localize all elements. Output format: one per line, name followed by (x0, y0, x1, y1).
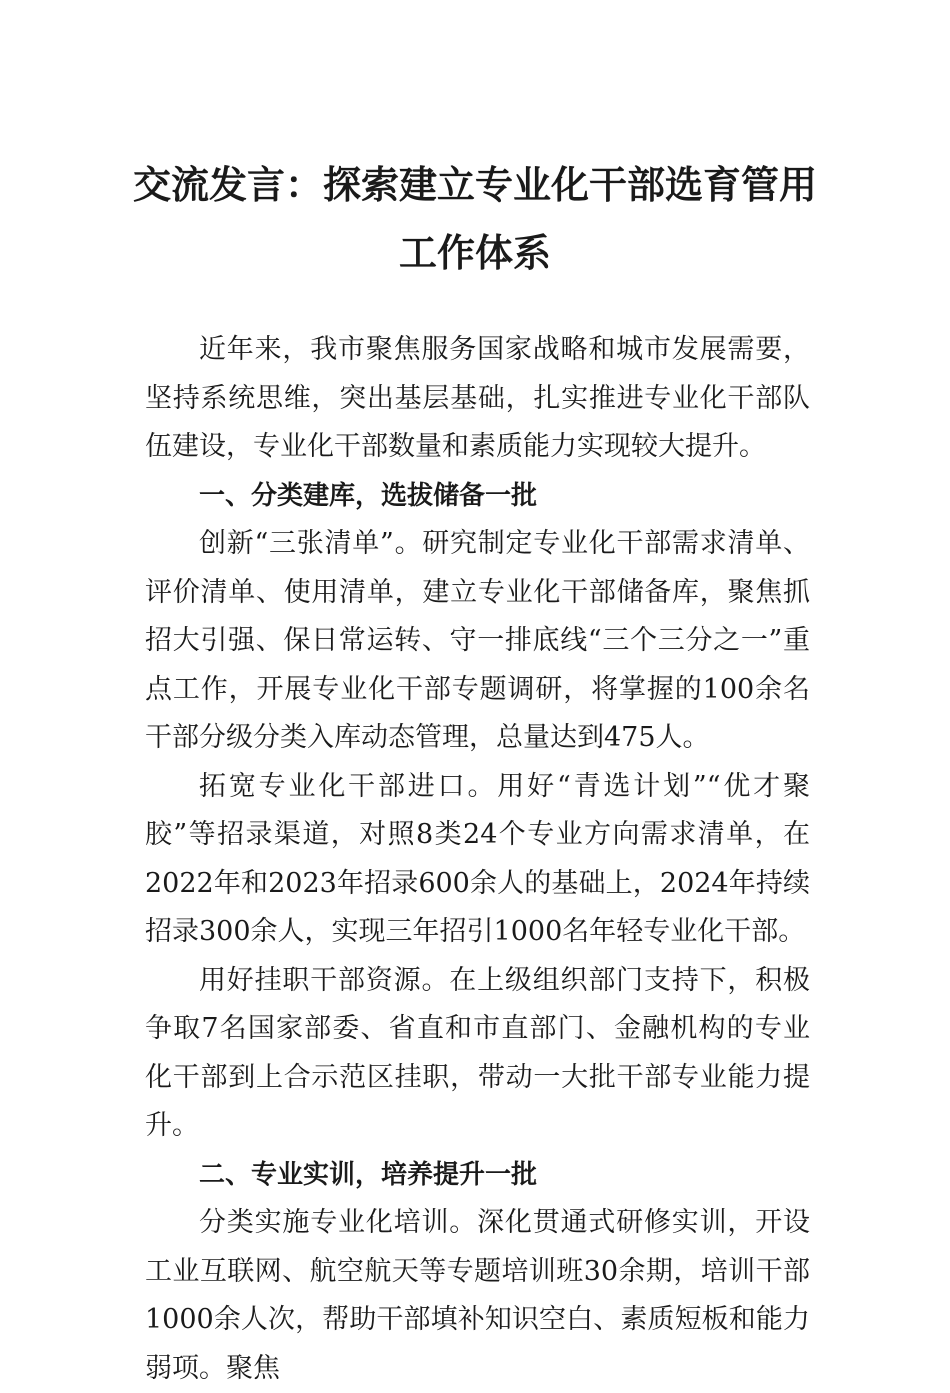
section-heading-2: 二、专业实训，培养提升一批 (199, 1159, 538, 1190)
document-title-line-1: 交流发言：探索建立专业化干部选育管用 (132, 162, 817, 207)
body-paragraph: 分类实施专业化培训。深化贯通式研修实训，开设工业互联网、航空航天等专题培训班30余期，培训干部1000余人次，帮助干部填补知识空白、素质短板和能力弱项。聚焦 (145, 1207, 810, 1384)
body-paragraph: 创新“三张清单”。研究制定专业化干部需求清单、评价清单、使用清单，建立专业化干部储备库，聚焦抓招大引强、保日常运转、守一排底线“三个三分之一”重点工作，开展专业化干部专题调研，将掌握的100余名干部分级分类入库动态管理，总量达到475人。 (145, 528, 810, 753)
intro-paragraph: 近年来，我市聚焦服务国家战略和城市发展需要，坚持系统思维，突出基层基础，扎实推进专业化干部队伍建设，专业化干部数量和素质能力实现较大提升。 (145, 334, 810, 462)
body-paragraph: 用好挂职干部资源。在上级组织部门支持下，积极争取7名国家部委、省直和市直部门、金融机构的专业化干部到上合示范区挂职，带动一大批干部专业能力提升。 (145, 964, 810, 1141)
document-title-line-2: 工作体系 (398, 230, 551, 275)
body-paragraph: 拓宽专业化干部进口。用好“青选计划”“优才聚胶”等招录渠道，对照8类24个专业方向需求清单，在2022年和2023年招录600余人的基础上，2024年持续招录300余人，实现三年招引1000名年轻专业化干部。 (145, 770, 810, 947)
section-heading-1: 一、分类建库，选拔储备一批 (199, 480, 538, 511)
document-body (145, 326, 810, 1393)
